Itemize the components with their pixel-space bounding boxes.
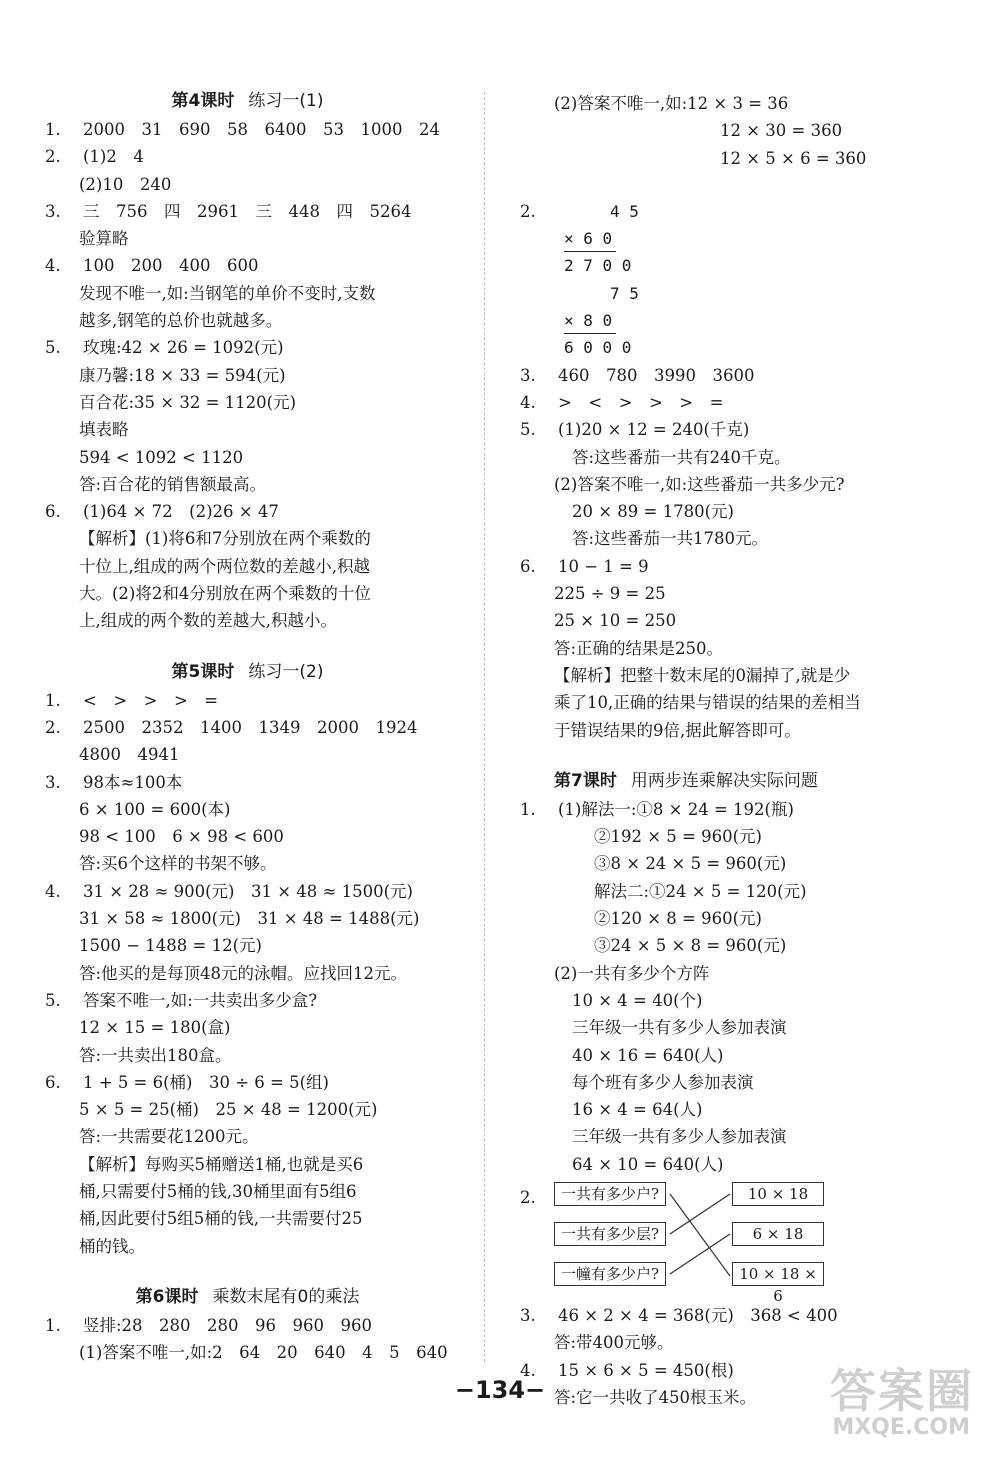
answer-line: 3. 46 × 2 × 4 = 368(元) 368 < 400	[520, 1305, 838, 1325]
answer-line: 答:这些番茄一共有240千克。	[572, 447, 791, 467]
answer-line: ③8 × 24 × 5 = 960(元)	[594, 854, 787, 874]
answer-line: 98 < 100 6 × 98 < 600	[79, 827, 284, 847]
vertical-calc-top: 7 5	[610, 283, 639, 303]
answer-line: 5. (1)20 × 12 = 240(千克)	[520, 420, 750, 440]
page-number: −134−	[454, 1376, 546, 1404]
answer-line: 验算略	[79, 229, 129, 249]
answer-line: 6 × 100 = 600(本)	[79, 799, 231, 819]
analysis-line: 大。(2)将2和4分别放在两个乘数的十位	[79, 584, 371, 604]
answer-line: 4. 15 × 6 × 5 = 450(根)	[520, 1360, 734, 1380]
answer-line: 答:带400元够。	[554, 1333, 674, 1353]
analysis-line: 于错误结果的9倍,据此解答即可。	[554, 720, 801, 740]
right-column	[520, 90, 950, 1411]
answer-line: 5 × 5 = 25(桶) 25 × 48 = 1200(元)	[79, 1100, 378, 1120]
answer-line: 发现不唯一,如:当钢笔的单价不变时,支数	[79, 283, 376, 303]
analysis-line: 桶,只需要付5桶的钱,30桶里面有5组6	[79, 1181, 357, 1201]
answer-line: 5. 答案不唯一,如:一共卖出多少盒?	[45, 990, 318, 1010]
answer-line: ③24 × 5 × 8 = 960(元)	[594, 936, 787, 956]
answer-line: ②120 × 8 = 960(元)	[594, 909, 762, 929]
analysis-line: 上,组成的两个数的差越大,积越小。	[79, 611, 337, 631]
section-heading-lesson6: 第6课时 乘数末尾有0的乘法	[135, 1286, 360, 1307]
answer-line: (2)一共有多少个方阵	[554, 963, 710, 983]
answer-line: 三年级一共有多少人参加表演	[572, 1127, 787, 1147]
answer-line: 答:它一共收了450根玉米。	[554, 1387, 757, 1407]
answer-line: 答:这些番茄一共1780元。	[572, 529, 769, 549]
section-heading-lesson5: 第5课时 练习一(2)	[171, 661, 324, 682]
answer-line: 三年级一共有多少人参加表演	[572, 1018, 787, 1038]
answer-line: 10 × 4 = 40(个)	[572, 990, 703, 1010]
answer-line: 5. 玫瑰:42 × 26 = 1092(元)	[45, 338, 284, 358]
match-line	[670, 1194, 730, 1276]
section-heading-lesson7: 第7课时 用两步连乘解决实际问题	[554, 770, 818, 791]
vertical-calc-result: 2 7 0 0	[564, 256, 632, 276]
answer-line: 1. 2000 31 690 58 6400 53 1000 24	[45, 120, 440, 139]
question-number: 2.	[520, 1187, 536, 1207]
answer-line: 225 ÷ 9 = 25	[554, 584, 666, 604]
answer-line: 答:正确的结果是250。	[554, 638, 724, 658]
answer-line: 16 × 4 = 64(人)	[572, 1100, 703, 1120]
analysis-line: 【解析】(1)将6和7分别放在两个乘数的	[79, 529, 371, 549]
answer-line: 康乃馨:18 × 33 = 594(元)	[79, 365, 286, 385]
answer-line: 4. 31 × 28 ≈ 900(元) 31 × 48 ≈ 1500(元)	[45, 881, 413, 901]
vertical-calc-result: 6 0 0 0	[564, 338, 632, 358]
analysis-line: 乘了10,正确的结果与错误的结果的差相当	[554, 693, 861, 713]
analysis-line: 十位上,组成的两个两位数的差越小,积越	[79, 556, 370, 576]
answer-line: 2. 4 5	[520, 201, 639, 221]
match-question-box: 一共有多少户?	[554, 1182, 666, 1206]
answer-line: 2. (1)2 4	[45, 147, 144, 167]
left-column	[45, 86, 450, 1366]
answer-line: 4800 4941	[79, 745, 180, 765]
match-question-box: 一幢有多少户?	[554, 1262, 666, 1286]
answer-line: 越多,钢笔的总价也就越多。	[79, 311, 283, 331]
vertical-calc-multiplier: × 6 0	[520, 225, 950, 252]
answer-line: 2. 2500 2352 1400 1349 2000 1924	[45, 717, 418, 737]
answer-line: 3. 460 780 3990 3600	[520, 365, 755, 385]
answer-line: 百合花:35 × 32 = 1120(元)	[79, 392, 297, 412]
answer-line: 填表略	[79, 420, 129, 440]
answer-line: 12 × 15 = 180(盒)	[79, 1018, 231, 1038]
match-line	[670, 1234, 730, 1274]
match-line	[670, 1194, 730, 1234]
match-formula-box: 6 × 18	[732, 1222, 824, 1246]
answer-line: 答:一共需要花1200元。	[79, 1127, 259, 1147]
answer-line: 1. (1)解法一:①8 × 24 = 192(瓶)	[520, 799, 794, 819]
answer-line: 解法二:①24 × 5 = 120(元)	[594, 881, 807, 901]
answer-line: 12 × 30 = 360	[720, 121, 843, 141]
answer-line: 1. < > > > =	[45, 690, 219, 710]
answer-line: 40 × 16 = 640(人)	[572, 1045, 724, 1065]
section-heading-lesson4: 第4课时 练习一(1)	[171, 91, 324, 111]
watermark-url: MXQE.COM	[832, 1415, 970, 1440]
match-formula-box: 10 × 18	[732, 1182, 824, 1206]
match-question-box: 一共有多少层?	[554, 1222, 666, 1246]
analysis-line: 桶,因此要付5组5桶的钱,一共需要付25	[79, 1209, 363, 1229]
analysis-line: 【解析】把整十数末尾的0漏掉了,就是少	[554, 665, 851, 685]
answer-line: (2)答案不唯一,如:这些番茄一共多少元?	[554, 474, 845, 494]
answer-line: 答:百合花的销售额最高。	[79, 474, 267, 494]
answer-line: 答:他买的是每顶48元的泳帽。应找回12元。	[79, 963, 408, 983]
answer-line: (1)答案不唯一,如:2 64 20 640 4 5 640	[79, 1343, 448, 1363]
match-formula-box: 10 × 18 × 6	[732, 1262, 824, 1286]
answer-line: 6. 1 + 5 = 6(桶) 30 ÷ 6 = 5(组)	[45, 1072, 329, 1092]
answer-line: 6. (1)64 × 72 (2)26 × 47	[45, 502, 279, 522]
answer-line: 594 < 1092 < 1120	[79, 447, 244, 467]
answer-line: 1500 − 1488 = 12(元)	[79, 936, 262, 956]
answer-line: (2)10 240	[79, 174, 172, 194]
answer-line: 4. > < > > > =	[520, 392, 724, 412]
answer-line: 6. 10 − 1 = 9	[520, 556, 649, 576]
vertical-calc-multiplier: × 8 0	[520, 307, 950, 334]
answer-line: 1. 竖排:28 280 280 96 960 960	[45, 1315, 373, 1335]
matching-diagram	[520, 1182, 950, 1305]
answer-line: 3. 三 756 四 2961 三 448 四 5264	[45, 201, 412, 221]
answer-line: 答:买6个这样的书架不够。	[79, 854, 277, 874]
watermark	[780, 1355, 980, 1455]
answer-line: 12 × 5 × 6 = 360	[720, 148, 867, 168]
watermark-logo-text: 答案圈	[830, 1364, 974, 1418]
answer-line: 31 × 58 ≈ 1800(元) 31 × 48 = 1488(元)	[79, 909, 420, 929]
answer-line: 4. 100 200 400 600	[45, 256, 259, 276]
answer-line: 答:一共卖出180盒。	[79, 1045, 232, 1065]
answer-line: 64 × 10 = 640(人)	[572, 1154, 724, 1174]
answer-line: 每个班有多少人参加表演	[572, 1072, 754, 1092]
column-divider	[484, 92, 485, 1362]
answer-line: 20 × 89 = 1780(元)	[572, 502, 734, 522]
answer-line: ②192 × 5 = 960(元)	[594, 827, 762, 847]
answer-line: 25 × 10 = 250	[554, 611, 677, 631]
answer-line: 3. 98本≈100本	[45, 772, 183, 792]
answer-line: (2)答案不唯一,如:12 × 3 = 36	[554, 94, 789, 113]
analysis-line: 【解析】每购买5桶赠送1桶,也就是买6	[79, 1154, 364, 1174]
analysis-line: 桶的钱。	[79, 1236, 145, 1256]
